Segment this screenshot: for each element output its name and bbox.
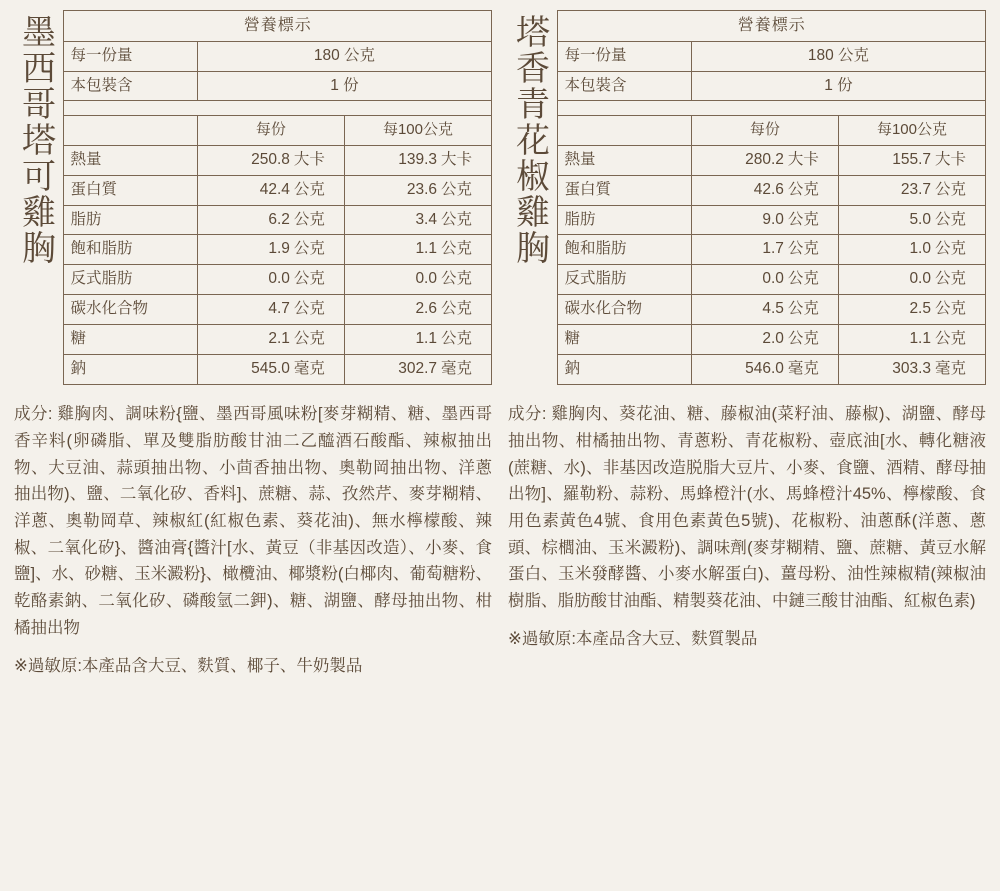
nutrient-per-100g: [344, 295, 491, 325]
nutrition-facts-title: 營養標示: [64, 11, 492, 42]
value-number: 23.6: [406, 180, 437, 198]
value-number: 0.0: [415, 270, 437, 288]
value-unit: 毫克: [441, 360, 473, 378]
panel-body-right: [508, 387, 986, 652]
table-row: [64, 265, 492, 295]
value-number: 1.1: [909, 330, 931, 348]
value-unit: 公克: [293, 300, 325, 318]
table-row: [558, 265, 986, 295]
servings-per-package-value: 1 份: [691, 71, 985, 101]
nutrient-per-serving: [197, 265, 344, 295]
value-unit: 公克: [293, 330, 325, 348]
ingredients-text: 成分: 雞胸肉、葵花油、糖、藤椒油(菜籽油、藤椒)、湖鹽、酵母抽出物、柑橘抽出物、青蔥粉、青花椒粉、壺底油[水、轉化糖液(蔗糖、水)、非基因改造脱脂大豆片、小麥、食鹽、酒精、酵母抽出物]、羅勒粉、蒜粉、馬蜂橙汁(水、馬蜂橙汁45%、檸檬酸、食用色素黃色4號、食用色素黃色5號)、花椒粉、油蔥酥(洋蔥、蔥頭、棕櫚油、玉米澱粉)、調味劑(麥芽糊精、鹽、蔗糖、黃豆水解蛋白、玉米發酵醬、小麥水解蛋白)、薑母粉、油性辣椒精(辣椒油樹脂、脂肪酸甘油酯、精製葵花油、中鏈三酸甘油酯、紅椒色素): [508, 405, 986, 611]
table-row: [64, 295, 492, 325]
value-number: 3.4: [415, 210, 437, 228]
table-row: [64, 325, 492, 355]
nutrient-per-100g: [838, 265, 985, 295]
panel-top-right: [508, 10, 986, 385]
value-unit: 公克: [935, 240, 967, 258]
value-number: 42.4: [259, 180, 290, 198]
nutrient-per-serving: [691, 235, 838, 265]
value-unit: 公克: [787, 240, 819, 258]
serving-size-label: 每一份量: [558, 41, 691, 71]
product-panel-right: [508, 10, 986, 881]
nutrient-per-100g: [838, 295, 985, 325]
serving-size-row: [64, 41, 492, 71]
column-header-row: [558, 116, 986, 145]
nutrient-label: 熱量: [558, 145, 691, 175]
value-unit: 公克: [441, 300, 473, 318]
allergen-text: ※過敏原:本產品含大豆、麩質製品: [508, 629, 758, 648]
nutrient-label: 碳水化合物: [64, 295, 197, 325]
column-header-blank: [64, 116, 197, 145]
nutrient-per-100g: [344, 235, 491, 265]
table-row: [64, 145, 492, 175]
serving-size-value: 180 公克: [197, 41, 491, 71]
value-unit: 公克: [787, 330, 819, 348]
nutrient-label: 糖: [558, 325, 691, 355]
value-number: 0.0: [909, 270, 931, 288]
column-header-per-100g: 每100公克: [838, 116, 985, 145]
value-unit: 公克: [293, 180, 325, 198]
nutrient-label: 鈉: [558, 355, 691, 385]
value-number: 546.0: [745, 360, 784, 378]
servings-per-package-label: 本包裝含: [558, 71, 691, 101]
value-unit: 公克: [935, 180, 967, 198]
servings-per-package-row: [64, 71, 492, 101]
nutrient-per-serving: [691, 355, 838, 385]
value-unit: 公克: [935, 210, 967, 228]
product-title-left: 墨西哥塔可雞胸: [15, 14, 56, 266]
nutrient-per-serving: [197, 175, 344, 205]
nutrient-per-serving: [197, 235, 344, 265]
value-number: 302.7: [398, 360, 437, 378]
nutrient-per-100g: [344, 175, 491, 205]
table-spacer-row: [64, 101, 492, 116]
value-unit: 公克: [293, 270, 325, 288]
table-header-row: [558, 11, 986, 42]
column-header-per-serving: 每份: [197, 116, 344, 145]
nutrition-table-right: [557, 10, 986, 385]
serving-size-value: 180 公克: [691, 41, 985, 71]
value-unit: 大卡: [787, 150, 819, 168]
nutrient-label: 蛋白質: [64, 175, 197, 205]
nutrient-per-serving: [197, 295, 344, 325]
nutrient-per-serving: [691, 205, 838, 235]
value-unit: 公克: [293, 240, 325, 258]
table-row: [64, 355, 492, 385]
value-unit: 毫克: [787, 360, 819, 378]
table-row: [558, 145, 986, 175]
table-row: [558, 175, 986, 205]
table-spacer-row: [558, 101, 986, 116]
nutrient-label: 飽和脂肪: [64, 235, 197, 265]
nutrient-per-100g: [344, 145, 491, 175]
nutrient-per-serving: [691, 175, 838, 205]
table-row: [558, 325, 986, 355]
nutrient-per-serving: [197, 145, 344, 175]
table-row: [558, 205, 986, 235]
value-unit: 公克: [441, 180, 473, 198]
nutrient-label: 反式脂肪: [64, 265, 197, 295]
spacer-cell: [64, 101, 492, 116]
value-number: 1.1: [415, 330, 437, 348]
value-unit: 毫克: [935, 360, 967, 378]
value-unit: 大卡: [441, 150, 473, 168]
ingredients-text: 成分: 雞胸肉、調味粉{鹽、墨西哥風味粉[麥芽糊精、糖、墨西哥香辛料(卵磷脂、單及雙脂肪酸甘油二乙醯酒石酸酯、辣椒抽出物、大豆油、蒜頭抽出物、小茴香抽出物、奧勒岡抽出物、洋蔥抽出物)、鹽、二氧化矽、香料]、蔗糖、蒜、孜然芹、麥芽糊精、洋蔥、奧勒岡草、辣椒紅(紅椒色素、葵花油)、無水檸檬酸、辣椒、二氧化矽}、醬油膏{醬汁[水、黃豆（非基因改造）、小麥、食鹽]、水、砂糖、玉米澱粉}、橄欖油、椰漿粉(白椰肉、葡萄糖粉、乾酪素鈉、二氧化矽、磷酸氫二鉀)、糖、湖鹽、酵母抽出物、柑橘抽出物: [14, 405, 492, 637]
nutrient-label: 碳水化合物: [558, 295, 691, 325]
serving-size-row: [558, 41, 986, 71]
value-number: 280.2: [745, 150, 784, 168]
nutrient-per-100g: [344, 355, 491, 385]
table-row: [64, 235, 492, 265]
serving-size-label: 每一份量: [64, 41, 197, 71]
nutrient-per-serving: [691, 145, 838, 175]
product-panel-left: [14, 10, 492, 881]
table-header-row: [64, 11, 492, 42]
table-row: [558, 355, 986, 385]
value-number: 545.0: [251, 360, 290, 378]
value-number: 0.0: [268, 270, 290, 288]
column-header-row: [64, 116, 492, 145]
nutrition-table-left: [63, 10, 492, 385]
servings-per-package-row: [558, 71, 986, 101]
nutrient-per-100g: [344, 205, 491, 235]
value-number: 5.0: [909, 210, 931, 228]
value-number: 42.6: [753, 180, 784, 198]
nutrient-per-100g: [838, 355, 985, 385]
value-number: 155.7: [892, 150, 931, 168]
nutrient-label: 糖: [64, 325, 197, 355]
nutrient-per-100g: [344, 265, 491, 295]
value-unit: 公克: [441, 240, 473, 258]
table-row: [558, 235, 986, 265]
value-number: 303.3: [892, 360, 931, 378]
value-number: 1.7: [762, 240, 784, 258]
nutrient-per-100g: [838, 205, 985, 235]
value-unit: 大卡: [293, 150, 325, 168]
table-row: [558, 295, 986, 325]
value-number: 250.8: [251, 150, 290, 168]
value-number: 2.1: [268, 330, 290, 348]
value-unit: 毫克: [293, 360, 325, 378]
nutrient-per-100g: [838, 145, 985, 175]
table-row: [64, 205, 492, 235]
panel-top-left: [14, 10, 492, 385]
value-unit: 公克: [935, 270, 967, 288]
value-number: 4.5: [762, 300, 784, 318]
column-header-per-100g: 每100公克: [344, 116, 491, 145]
nutrient-per-serving: [197, 325, 344, 355]
nutrient-per-serving: [691, 265, 838, 295]
servings-per-package-label: 本包裝含: [64, 71, 197, 101]
value-unit: 公克: [787, 270, 819, 288]
value-unit: 公克: [441, 210, 473, 228]
value-unit: 公克: [787, 300, 819, 318]
value-unit: 公克: [935, 330, 967, 348]
value-number: 0.0: [762, 270, 784, 288]
value-unit: 公克: [787, 210, 819, 228]
value-unit: 大卡: [935, 150, 967, 168]
table-row: [64, 175, 492, 205]
value-number: 2.5: [909, 300, 931, 318]
value-number: 1.1: [415, 240, 437, 258]
servings-per-package-value: 1 份: [197, 71, 491, 101]
value-unit: 公克: [441, 270, 473, 288]
value-number: 23.7: [900, 180, 931, 198]
value-unit: 公克: [787, 180, 819, 198]
nutrient-label: 反式脂肪: [558, 265, 691, 295]
nutrient-per-100g: [838, 175, 985, 205]
nutrient-label: 脂肪: [558, 205, 691, 235]
value-number: 4.7: [268, 300, 290, 318]
nutrient-per-100g: [838, 235, 985, 265]
value-number: 9.0: [762, 210, 784, 228]
value-number: 1.9: [268, 240, 290, 258]
nutrient-per-100g: [344, 325, 491, 355]
nutrient-label: 飽和脂肪: [558, 235, 691, 265]
nutrient-label: 脂肪: [64, 205, 197, 235]
nutrient-label: 蛋白質: [558, 175, 691, 205]
nutrition-facts-title: 營養標示: [558, 11, 986, 42]
value-number: 1.0: [909, 240, 931, 258]
value-number: 2.0: [762, 330, 784, 348]
spacer-cell: [558, 101, 986, 116]
value-number: 6.2: [268, 210, 290, 228]
nutrient-label: 鈉: [64, 355, 197, 385]
nutrient-per-serving: [197, 205, 344, 235]
product-title-right: 塔香青花椒雞胸: [509, 14, 550, 266]
column-header-blank: [558, 116, 691, 145]
panel-body-left: [14, 387, 492, 678]
column-header-per-serving: 每份: [691, 116, 838, 145]
nutrient-per-serving: [691, 295, 838, 325]
value-unit: 公克: [293, 210, 325, 228]
value-unit: 公克: [935, 300, 967, 318]
value-number: 139.3: [398, 150, 437, 168]
nutrient-per-serving: [691, 325, 838, 355]
value-unit: 公克: [441, 330, 473, 348]
allergen-text: ※過敏原:本產品含大豆、麩質、椰子、牛奶製品: [14, 656, 363, 675]
nutrient-label: 熱量: [64, 145, 197, 175]
nutrient-per-serving: [197, 355, 344, 385]
value-number: 2.6: [415, 300, 437, 318]
nutrient-per-100g: [838, 325, 985, 355]
